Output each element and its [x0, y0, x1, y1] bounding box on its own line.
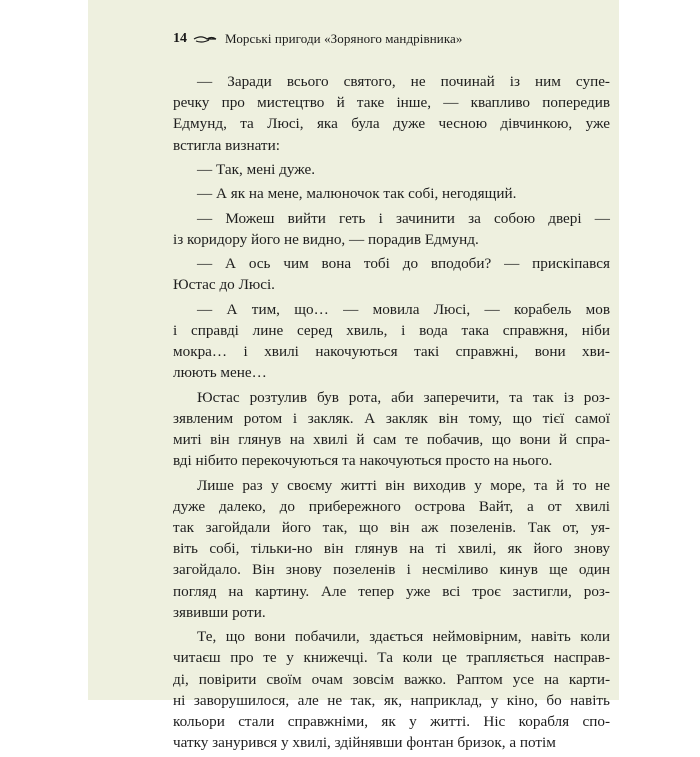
running-title: Морські пригоди «Зоряного мандрівника» [225, 31, 463, 46]
text-line: Те, що вони побачили, здається неймовірним, навіть коли [197, 628, 610, 646]
text-line: із коридору його не видно, — порадив Едмунд. [173, 230, 479, 248]
text-line: Едмунд, та Люсі, яка була дуже чесною дівчинкою, уже [173, 115, 610, 133]
text-line: — Заради всього святого, не починай із ним супе- [197, 73, 610, 90]
paragraph [173, 183, 610, 204]
text-line: — А як на мене, малюночок так собі, негодящий. [197, 185, 517, 203]
text-line: миті він глянув на хвилі й сам те побачив, що вони й спра- [173, 431, 610, 449]
text-line: встигла визнати: [173, 136, 280, 154]
paragraph [173, 626, 610, 753]
text-line: читаєш про те у книжечці. Та коли це трапляється насправ- [173, 649, 610, 667]
page-header [173, 28, 573, 50]
text-line: кольори стали справжніми, як у житті. Ніс корабля спо- [173, 712, 610, 730]
text-line: — А тим, що… — мовила Люсі, — корабель мов [197, 300, 610, 318]
text-line: Юстас розтулив був рота, аби заперечити, та так із роз- [197, 388, 610, 406]
text-line: чатку занурився у хвилі, здійнявши фонтан бризок, а потім [173, 734, 556, 752]
paragraph [173, 299, 610, 384]
text-line: загойдало. Він знову позеленів і несміливо кинув ще один [173, 561, 610, 579]
paragraph [173, 71, 610, 156]
paragraph [173, 159, 610, 180]
text-line: дуже далеко, до прибережного острова Вайт, а от хвилі [173, 497, 610, 515]
book-page [88, 0, 619, 752]
text-line: Юстас до Люсі. [173, 276, 275, 294]
text-line: віть собі, тільки-но він глянув на ті хвилі, як його знову [173, 540, 610, 558]
text-line: речку про мистецтво й таке інше, — квапливо попередив [173, 94, 610, 112]
text-line: ні заворушилося, але не так, як, наприклад, у кіно, бо навіть [173, 691, 610, 709]
page-number: 14 [173, 31, 187, 46]
text-line: зявленим ротом і закляк. А закляк він тому, що тієї самої [173, 409, 610, 427]
text-line: — А ось чим вона тобі до вподоби? — прискіпався [197, 255, 610, 273]
text-line: зявивши роти. [173, 603, 266, 621]
paragraph [173, 208, 610, 250]
paragraph [173, 253, 610, 295]
paragraph [173, 387, 610, 472]
text-line: так загойдали його так, що він аж позеленів. Так от, уя- [173, 519, 610, 537]
body-text [173, 71, 610, 757]
text-line: — Можеш вийти геть і зачинити за собою двері — [197, 209, 610, 227]
text-line: люють мене… [173, 364, 267, 382]
text-line: і справді лине серед хвиль, і вода така справжня, ніби [173, 322, 610, 339]
text-line: ді, повірити своїм очам зовсім важко. Раптом усе на карти- [173, 670, 610, 688]
text-line: Лише раз у своєму житті він виходив у море, та й то не [197, 476, 610, 494]
text-line: — Так, мені дуже. [197, 160, 316, 178]
paragraph [173, 475, 610, 623]
ship-ornament-icon [193, 34, 217, 44]
text-line: вді нібито перекочуються та накочуються просто на нього. [173, 452, 553, 470]
text-line: мокра… і хвилі накочуються такі справжні, вони хви- [173, 343, 610, 361]
text-line: погляд на картину. Але тепер уже всі троє застигли, роз- [173, 582, 610, 600]
